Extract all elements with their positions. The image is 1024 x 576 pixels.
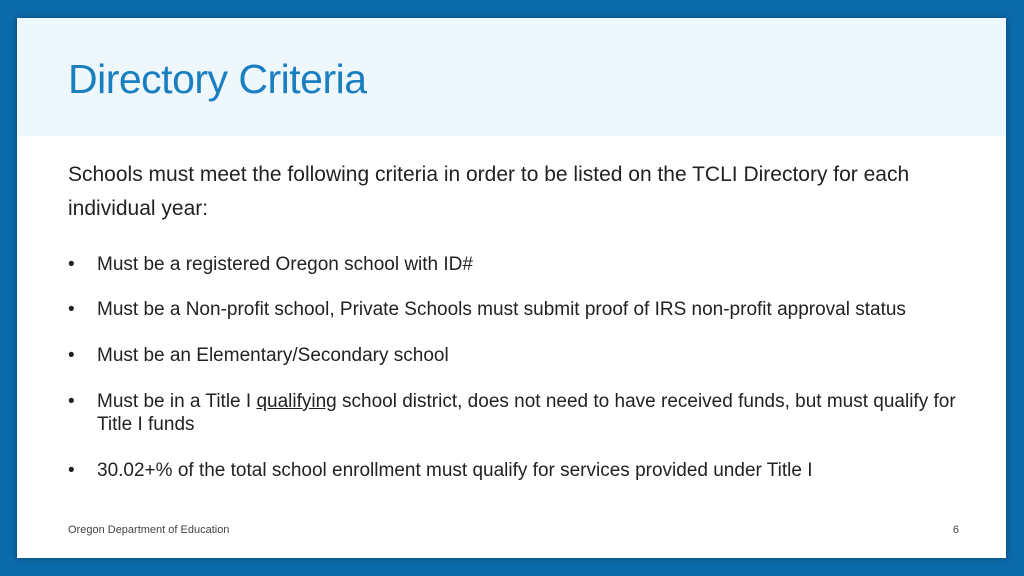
bullet-icon: • [68, 391, 75, 412]
criteria-item [68, 390, 988, 436]
bullet-icon: • [68, 345, 75, 366]
criteria-text-before: Must be in a Title I [97, 391, 257, 412]
criteria-item [68, 253, 988, 276]
criteria-text-after: school district, does not need to have received funds, but must qualify for Title I funds [97, 391, 956, 435]
intro-text: Schools must meet the following criteria in order to be listed on the TCLI Directory for each individual year: [68, 163, 910, 220]
criteria-underlined-word: qualifying [256, 391, 337, 412]
slide-frame [17, 18, 1006, 558]
criteria-text: Must be an Elementary/Secondary school [97, 345, 449, 366]
footer-organization: Oregon Department of Education [68, 524, 230, 536]
bullet-icon: • [68, 460, 75, 481]
slide-title: Directory Criteria [68, 56, 367, 102]
bullet-icon: • [68, 299, 75, 320]
criteria-item [68, 298, 988, 321]
criteria-item [68, 344, 988, 367]
criteria-text: Must be a registered Oregon school with ID# [97, 254, 473, 275]
bullet-icon: • [68, 254, 75, 275]
criteria-list [68, 253, 988, 482]
criteria-item [68, 459, 988, 482]
title-band [17, 18, 1006, 136]
criteria-text: Must be a Non-profit school, Private Schools must submit proof of IRS non-profit approval status [97, 299, 906, 320]
criteria-text: 30.02+% of the total school enrollment must qualify for services provided under Title I [97, 460, 813, 481]
page-number: 6 [952, 524, 959, 536]
